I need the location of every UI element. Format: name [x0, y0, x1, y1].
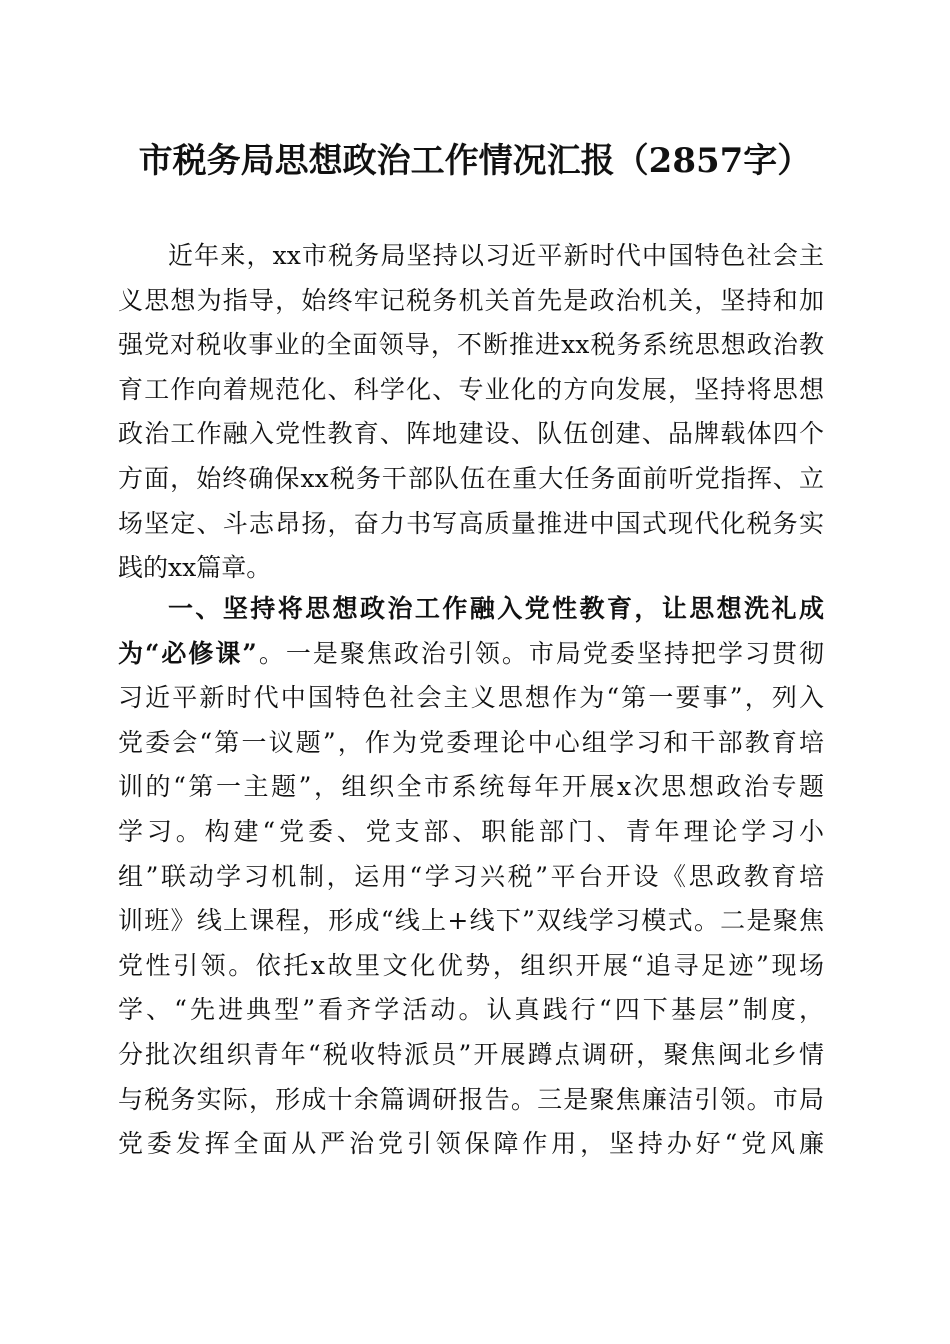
text-line: 习近平新时代中国特色社会主义思想作为“第一要事”，列入 — [118, 683, 824, 713]
text-line: 党委发挥全面从严治党引领保障作用，坚持办好“党风廉 — [118, 1129, 824, 1159]
text-line: 与税务实际，形成十余篇调研报告。三是聚焦廉洁引领。市局 — [118, 1084, 824, 1114]
text-line: 学、“先进典型”看齐学活动。认真践行“四下基层”制度， — [118, 995, 824, 1025]
text-line: 方面，始终确保xx税务干部队伍在重大任务面前听党指挥、立 — [118, 463, 824, 493]
text-line: 育工作向着规范化、科学化、专业化的方向发展，坚持将思想 — [118, 374, 824, 404]
paragraph-intro — [118, 234, 824, 591]
text-line: 组”联动学习机制，运用“学习兴税”平台开设《思政教育培 — [118, 861, 824, 891]
text-line: 近年来，xx市税务局坚持以习近平新时代中国特色社会主 — [168, 241, 824, 270]
text-line — [118, 632, 824, 677]
text-line: 训的“第一主题”，组织全市系统每年开展x次思想政治专题 — [118, 772, 824, 802]
section-heading-line: 一、坚持将思想政治工作融入党性教育，让思想洗礼成 — [168, 594, 824, 623]
text-line: 场坚定、斗志昂扬，奋力书写高质量推进中国式现代化税务实 — [118, 508, 824, 538]
document-title: 市税务局思想政治工作情况汇报（2857字） — [138, 141, 812, 181]
text-line: 党委会“第一议题”，作为党委理论中心组学习和干部教育培 — [118, 727, 824, 757]
text-line: 践的xx篇章。 — [118, 553, 272, 583]
text-segment: 。一是聚焦政治引领。市局党委坚持把学习贯彻 — [256, 638, 824, 668]
paragraph-section-one — [118, 587, 824, 1167]
text-line: 强党对税收事业的全面领导，不断推进xx税务系统思想政治教 — [118, 330, 824, 360]
text-line: 学习。构建“党委、党支部、职能部门、青年理论学习小 — [118, 816, 824, 846]
text-line: 训班》线上课程，形成“线上+线下”双线学习模式。二是聚焦 — [118, 906, 824, 936]
text-line: 义思想为指导，始终牢记税务机关首先是政治机关，坚持和加 — [118, 285, 824, 315]
section-heading-tail: 为“必修课” — [118, 638, 257, 668]
text-line: 党性引领。依托x故里文化优势，组织开展“追寻足迹”现场 — [118, 950, 824, 980]
text-line: 分批次组织青年“税收特派员”开展蹲点调研，聚焦闽北乡情 — [118, 1039, 824, 1069]
text-line: 政治工作融入党性教育、阵地建设、队伍创建、品牌载体四个 — [118, 419, 824, 449]
